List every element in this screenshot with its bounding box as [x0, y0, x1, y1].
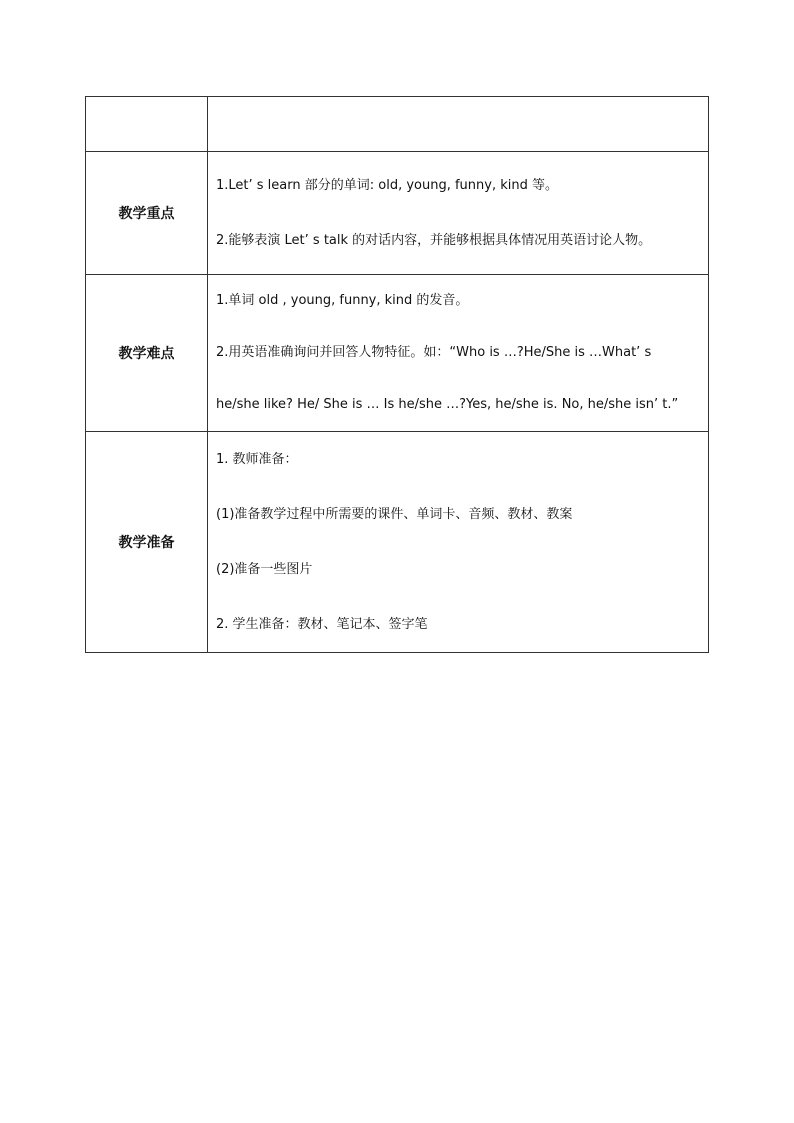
teaching-focus-content	[208, 152, 709, 275]
teaching-difficulty-line-1: 1.单词 old , young, funny, kind 的发音。	[216, 293, 469, 308]
teaching-preparation-label: 教学准备	[86, 432, 208, 653]
row-content-blank	[208, 97, 709, 152]
teaching-difficulty-content	[208, 275, 709, 432]
table-row-teaching-preparation	[86, 432, 709, 653]
teaching-focus-label: 教学重点	[86, 152, 208, 275]
teaching-difficulty-line-2: 2.用英语准确询问并回答人物特征。如：“Who is …?He/She is …What’ s	[216, 345, 652, 360]
lesson-plan-table	[85, 96, 709, 653]
teaching-difficulty-line-3: he/she like? He/ She is … Is he/she …?Yes, he/she is. No, he/she isn’ t.”	[216, 397, 679, 412]
row-label-blank	[86, 97, 208, 152]
teaching-difficulty-label: 教学难点	[86, 275, 208, 432]
table-row-blank	[86, 97, 709, 152]
teaching-preparation-content	[208, 432, 709, 653]
teaching-preparation-line-4: 2. 学生准备：教材、笔记本、签字笔	[216, 617, 428, 632]
teaching-preparation-line-3: (2)准备一些图片	[216, 562, 313, 577]
table-row-teaching-focus	[86, 152, 709, 275]
table-row-teaching-difficulty	[86, 275, 709, 432]
teaching-preparation-line-1: 1. 教师准备：	[216, 452, 298, 467]
teaching-preparation-line-2: (1)准备教学过程中所需要的课件、单词卡、音频、教材、教案	[216, 507, 573, 522]
teaching-focus-line-1: 1.Let’ s learn 部分的单词: old, young, funny, kind 等。	[216, 178, 558, 193]
teaching-focus-line-2: 2.能够表演 Let’ s talk 的对话内容，并能够根据具体情况用英语讨论人物。	[216, 233, 652, 248]
